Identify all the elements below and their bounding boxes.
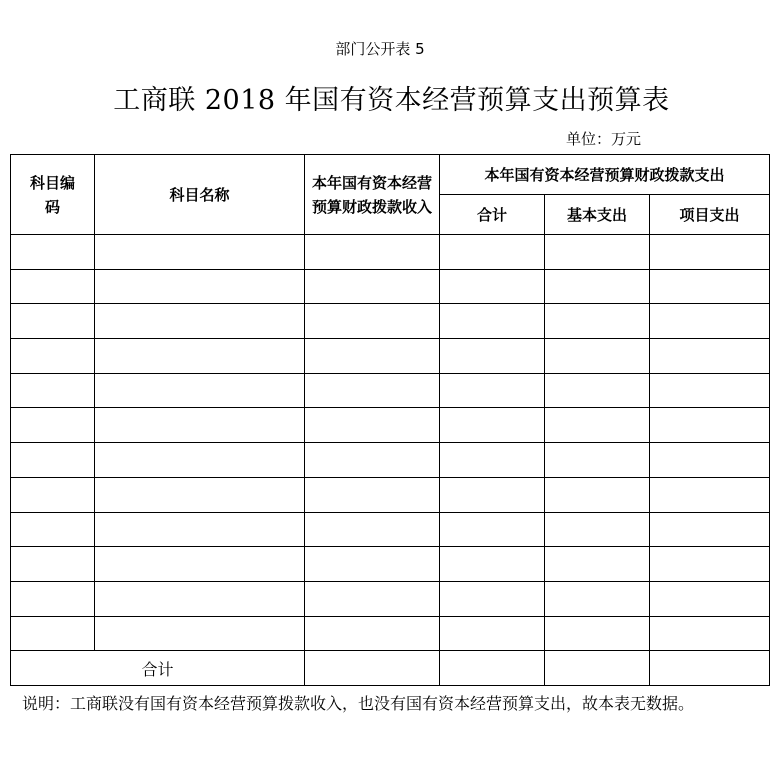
table-cell xyxy=(650,269,770,304)
table-cell xyxy=(11,512,95,547)
table-cell xyxy=(650,443,770,478)
total-row xyxy=(11,651,770,686)
table-cell xyxy=(95,339,305,374)
table-cell xyxy=(305,616,440,651)
table-cell xyxy=(545,547,650,582)
table-cell xyxy=(440,373,545,408)
table-cell xyxy=(440,304,545,339)
header-subject-code: 科目编码 xyxy=(11,155,95,235)
table-cell xyxy=(440,581,545,616)
table-row xyxy=(11,235,770,270)
table-row xyxy=(11,269,770,304)
table-cell xyxy=(11,443,95,478)
table-cell xyxy=(305,581,440,616)
table-cell xyxy=(545,339,650,374)
table-cell xyxy=(11,304,95,339)
table-cell xyxy=(545,235,650,270)
table-cell xyxy=(545,304,650,339)
table-cell xyxy=(11,547,95,582)
table-row xyxy=(11,581,770,616)
table-cell xyxy=(545,512,650,547)
table-cell xyxy=(305,373,440,408)
table-cell xyxy=(545,269,650,304)
table-cell xyxy=(545,616,650,651)
table-cell xyxy=(650,339,770,374)
table-row xyxy=(11,616,770,651)
table-cell xyxy=(95,512,305,547)
table-cell xyxy=(650,373,770,408)
table-cell xyxy=(95,304,305,339)
table-cell xyxy=(305,651,440,686)
table-cell xyxy=(650,581,770,616)
header-subject-name: 科目名称 xyxy=(95,155,305,235)
table-cell xyxy=(545,408,650,443)
table-row xyxy=(11,443,770,478)
table-row xyxy=(11,477,770,512)
table-cell xyxy=(650,547,770,582)
table-cell xyxy=(11,616,95,651)
table-cell xyxy=(650,477,770,512)
table-cell xyxy=(305,512,440,547)
table-cell xyxy=(11,477,95,512)
table-cell xyxy=(305,477,440,512)
table-cell xyxy=(440,339,545,374)
total-row-label: 合计 xyxy=(11,651,305,686)
header-basic: 基本支出 xyxy=(545,195,650,235)
table-cell xyxy=(650,235,770,270)
table-cell xyxy=(95,477,305,512)
table-cell xyxy=(305,235,440,270)
table-cell xyxy=(11,408,95,443)
table-cell xyxy=(440,235,545,270)
table-cell xyxy=(440,651,545,686)
table-cell xyxy=(305,269,440,304)
table-cell xyxy=(95,269,305,304)
table-cell xyxy=(440,408,545,443)
table-cell xyxy=(95,581,305,616)
table-cell xyxy=(650,651,770,686)
table-cell xyxy=(95,616,305,651)
table-cell xyxy=(305,443,440,478)
page-title: 工商联 2018 年国有资本经营预算支出预算表 xyxy=(113,85,670,116)
header-income: 本年国有资本经营预算财政拨款收入 xyxy=(305,155,440,235)
table-cell xyxy=(305,304,440,339)
table-cell xyxy=(650,616,770,651)
table-body xyxy=(11,235,770,686)
unit-label: 单位：万元 xyxy=(566,130,642,148)
table-cell xyxy=(11,269,95,304)
table-row xyxy=(11,373,770,408)
table-cell xyxy=(650,304,770,339)
table-cell xyxy=(545,373,650,408)
table-cell xyxy=(650,408,770,443)
header-expenditure-group: 本年国有资本经营预算财政拨款支出 xyxy=(440,155,770,195)
table-row xyxy=(11,547,770,582)
table-number: 部门公开表 5 xyxy=(335,40,425,58)
table-cell xyxy=(440,443,545,478)
table-cell xyxy=(95,547,305,582)
table-cell xyxy=(545,443,650,478)
table-cell xyxy=(440,547,545,582)
table-cell xyxy=(95,373,305,408)
table-row xyxy=(11,512,770,547)
table-cell xyxy=(440,512,545,547)
footnote: 说明：工商联没有国有资本经营预算拨款收入，也没有国有资本经营预算支出，故本表无数据。 xyxy=(22,694,695,713)
table-cell xyxy=(95,235,305,270)
table-cell xyxy=(545,651,650,686)
table-cell xyxy=(440,616,545,651)
table-cell xyxy=(440,477,545,512)
table-cell xyxy=(11,581,95,616)
table-cell xyxy=(95,443,305,478)
table-cell xyxy=(650,512,770,547)
table-cell xyxy=(11,339,95,374)
table-row xyxy=(11,304,770,339)
table-cell xyxy=(305,408,440,443)
header-project: 项目支出 xyxy=(650,195,770,235)
table-cell xyxy=(545,581,650,616)
table-row xyxy=(11,339,770,374)
table-cell xyxy=(545,477,650,512)
table-cell xyxy=(440,269,545,304)
table-cell xyxy=(305,547,440,582)
table-cell xyxy=(11,373,95,408)
table-cell xyxy=(305,339,440,374)
table-cell xyxy=(95,408,305,443)
budget-table xyxy=(10,154,770,686)
table-row xyxy=(11,408,770,443)
table-cell xyxy=(11,235,95,270)
header-total: 合计 xyxy=(440,195,545,235)
